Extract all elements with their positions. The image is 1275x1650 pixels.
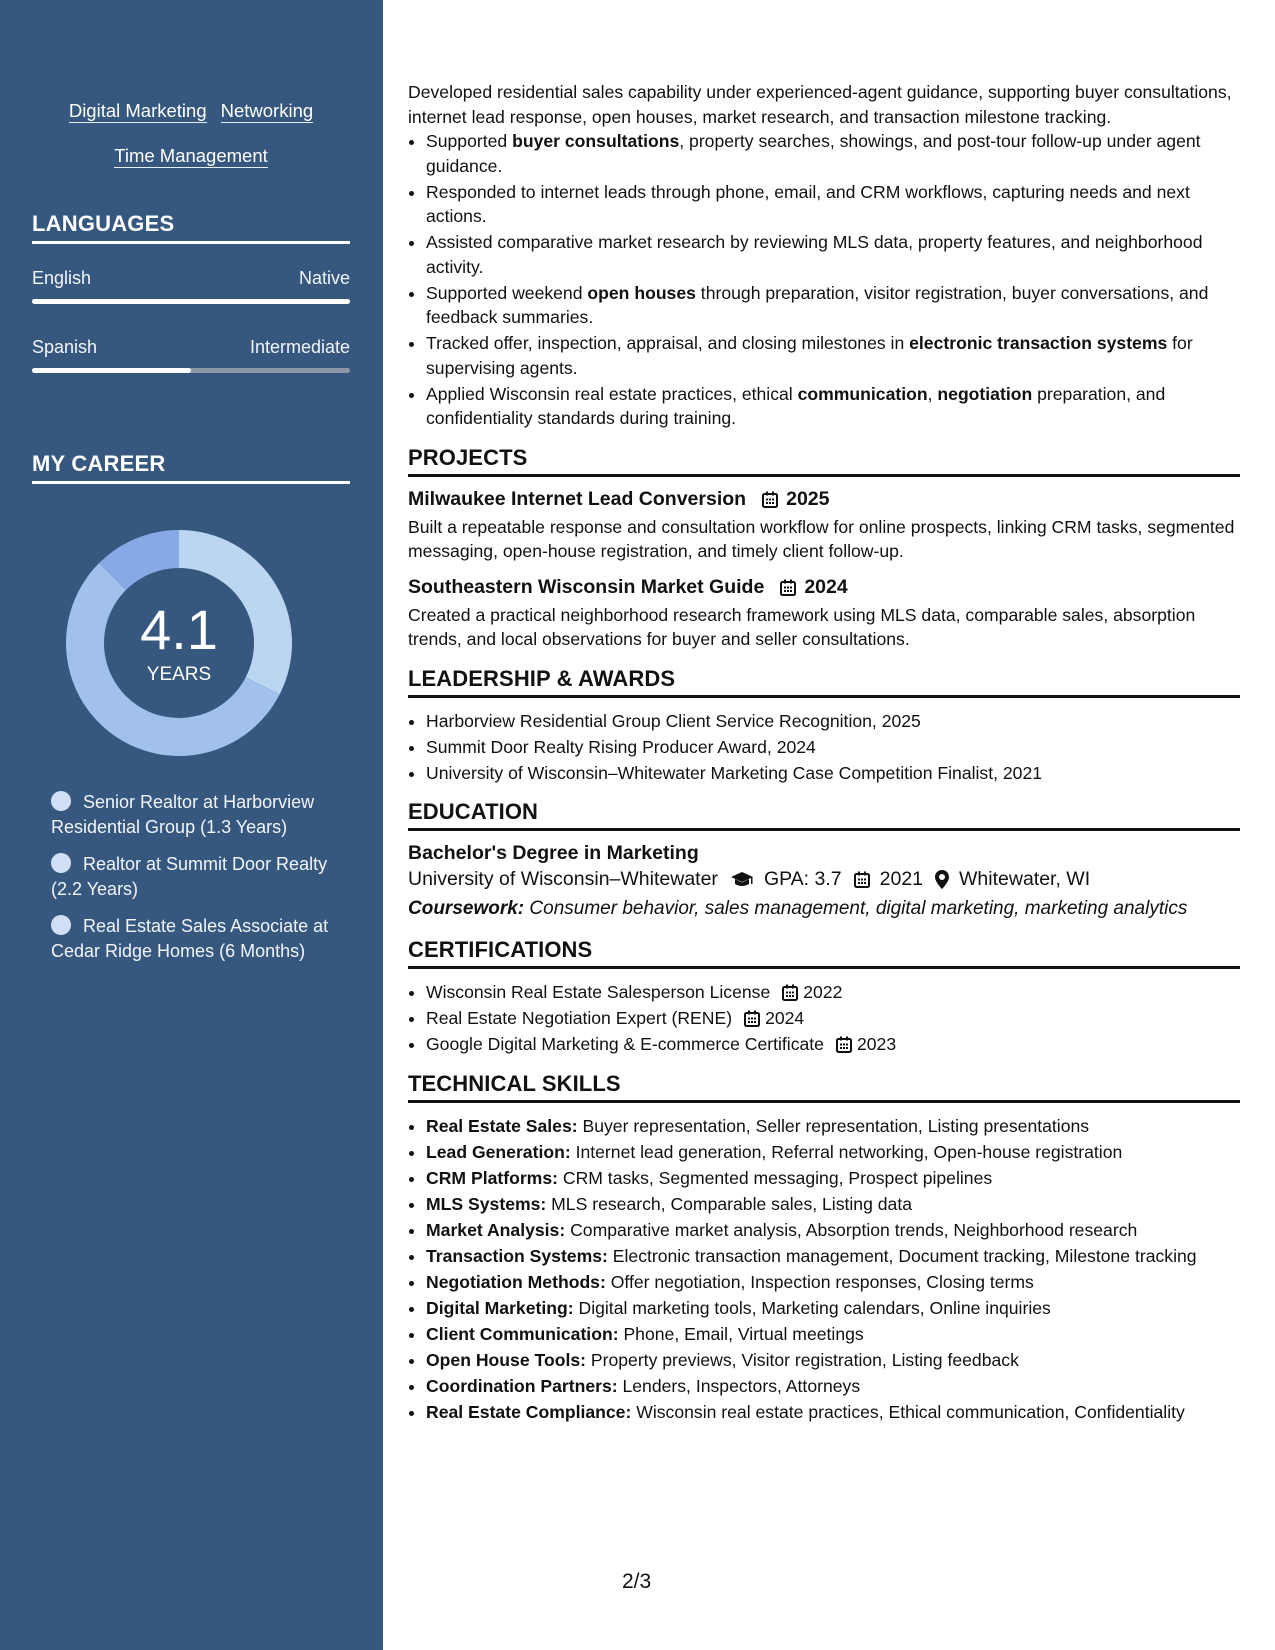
project-name: Milwaukee Internet Lead Conversion xyxy=(408,487,747,510)
experience-intro: Developed residential sales capability under experienced-agent guidance, supporting buyer consultations, internet lead response, open houses, market research, and transaction milestone tracking. xyxy=(408,82,1232,127)
technical-skill-label: CRM Platforms: xyxy=(426,1167,558,1188)
bullet-dot-icon xyxy=(51,853,71,873)
skill-tag: Digital Marketing xyxy=(68,100,207,121)
career-total-years: 4.1 xyxy=(140,598,218,661)
technical-skill-label: Client Communication: xyxy=(426,1323,619,1344)
technical-skill-label: Digital Marketing: xyxy=(426,1297,574,1318)
certification-year: 2023 xyxy=(856,1034,897,1054)
education-location: Whitewater, WI xyxy=(959,868,1091,890)
career-item-text: Real Estate Sales Associate at Cedar Ridge Homes (6 Months) xyxy=(51,916,329,961)
technical-skill-text: Electronic transaction management, Document tracking, Milestone tracking xyxy=(607,1245,1197,1266)
skill-tags xyxy=(32,88,350,178)
technical-skill-label: Market Analysis: xyxy=(426,1219,566,1240)
coursework-label: Coursework: xyxy=(408,898,525,919)
technical-skill-item xyxy=(426,1348,1240,1373)
career-item xyxy=(51,914,341,963)
career-item-text: Realtor at Summit Door Realty (2.2 Years) xyxy=(51,854,328,899)
experience-bullet: • Supported weekend open houses through preparation, visitor registration, buyer conversations, and feedback summaries. xyxy=(426,281,1240,330)
technical-skill-item xyxy=(426,1192,1240,1217)
technical-skill-label: Real Estate Compliance: xyxy=(426,1401,632,1422)
technical-skill-item xyxy=(426,1244,1240,1269)
technical-skill-label: Negotiation Methods: xyxy=(426,1271,606,1292)
skill-tag: Networking xyxy=(220,100,314,121)
technical-skill-item xyxy=(426,1140,1240,1165)
projects-heading: PROJECTS xyxy=(408,445,1240,477)
main-content xyxy=(408,80,1240,1426)
technical-skill-text: Internet lead generation, Referral networking, Open-house registration xyxy=(570,1141,1123,1162)
technical-skill-label: Open House Tools: xyxy=(426,1349,586,1370)
calendar-icon xyxy=(782,984,798,1001)
technical-skill-label: Transaction Systems: xyxy=(426,1245,608,1266)
certification-item xyxy=(426,980,1240,1005)
education-heading: EDUCATION xyxy=(408,799,1240,831)
project-year-text: 2024 xyxy=(804,575,848,598)
technical-skill-item xyxy=(426,1296,1240,1321)
experience-bullet: • Assisted comparative market research by reviewing MLS data, property features, and neighborhood activity. xyxy=(426,230,1240,279)
award-item: • Harborview Residential Group Client Service Recognition, 2025 xyxy=(426,709,1240,734)
experience-bullet: • Tracked offer, inspection, appraisal, and closing milestones in electronic transaction systems for supervising agents. xyxy=(426,331,1240,380)
certification-year: 2022 xyxy=(803,982,843,1002)
technical-skill-text: CRM tasks, Segmented messaging, Prospect pipelines xyxy=(557,1167,993,1188)
project-title xyxy=(408,488,1240,511)
calendar-icon xyxy=(854,871,870,888)
project-year xyxy=(774,576,847,599)
language-name: English xyxy=(32,268,92,288)
experience-bullet: • Supported buyer consultations, property searches, showings, and post-tour follow-up under agent guidance. xyxy=(426,129,1240,178)
career-item-text: Senior Realtor at Harborview Residential Group (1.3 Years) xyxy=(51,792,315,837)
calendar-icon xyxy=(762,491,778,508)
language-level: Intermediate xyxy=(249,337,350,357)
career-donut-chart xyxy=(66,530,292,756)
technical-skill-item xyxy=(426,1374,1240,1399)
graduation-cap-icon xyxy=(730,871,754,889)
certifications-list xyxy=(408,980,1240,1057)
calendar-icon xyxy=(836,1036,852,1053)
bullet-dot-icon xyxy=(51,791,71,811)
technical-skill-text: Buyer representation, Seller representation, Listing presentations xyxy=(577,1115,1090,1136)
technical-skill-item xyxy=(426,1270,1240,1295)
education-coursework xyxy=(408,894,1240,923)
experience-bullet: • Responded to internet leads through phone, email, and CRM workflows, capturing needs and next actions. xyxy=(426,180,1240,229)
technical-skill-item xyxy=(426,1166,1240,1191)
technical-skill-text: Offer negotiation, Inspection responses, Closing terms xyxy=(605,1271,1034,1292)
career-item xyxy=(51,790,341,839)
project-description: Created a practical neighborhood research framework using MLS data, comparable sales, absorption trends, and local observations for buyer and seller consultations. xyxy=(408,604,1196,649)
technical-skill-item xyxy=(426,1322,1240,1347)
technical-skill-label: MLS Systems: xyxy=(426,1193,547,1214)
certification-name: • Real Estate Negotiation Expert (RENE) xyxy=(426,1008,733,1028)
education-school: University of Wisconsin–Whitewater xyxy=(408,868,718,890)
technical-skill-text: Lenders, Inspectors, Attorneys xyxy=(617,1375,861,1396)
calendar-icon xyxy=(780,579,796,596)
language-level: Native xyxy=(298,268,350,288)
career-total-unit: YEARS xyxy=(146,664,212,685)
calendar-icon xyxy=(744,1010,760,1027)
project-year xyxy=(756,488,829,511)
map-pin-icon xyxy=(935,870,949,889)
technical-skill-label: Lead Generation: xyxy=(426,1141,571,1162)
technical-skill-label: Coordination Partners: xyxy=(426,1375,618,1396)
technical-skill-text: Digital marketing tools, Marketing calendars, Online inquiries xyxy=(573,1297,1051,1318)
technical-skill-text: Wisconsin real estate practices, Ethical communication, Confidentiality xyxy=(631,1401,1185,1422)
page-number: 2/3 xyxy=(622,1570,652,1593)
certification-item xyxy=(426,1032,1240,1057)
project-title xyxy=(408,576,1240,599)
career-item xyxy=(51,852,341,901)
technical-skill-item xyxy=(426,1400,1240,1425)
project-description: Built a repeatable response and consultation workflow for online prospects, linking CRM tasks, segmented messaging, open-house registration, and timely client follow-up. xyxy=(408,516,1235,561)
award-item: • Summit Door Realty Rising Producer Award, 2024 xyxy=(426,735,1240,760)
certifications-heading: CERTIFICATIONS xyxy=(408,937,1240,969)
technical-skill-text: MLS research, Comparable sales, Listing data xyxy=(546,1193,913,1214)
experience-bullets xyxy=(408,129,1240,431)
technical-skill-text: Property previews, Visitor registration, Listing feedback xyxy=(585,1349,1019,1370)
education-gpa: GPA: 3.7 xyxy=(763,868,842,890)
language-bar xyxy=(32,299,350,304)
career-list xyxy=(51,790,341,976)
certification-item xyxy=(426,1006,1240,1031)
technical-skill-item xyxy=(426,1218,1240,1243)
language-bar xyxy=(32,368,350,373)
bullet-dot-icon xyxy=(51,915,71,935)
technical-skills-list xyxy=(408,1114,1240,1425)
career-heading: MY CAREER xyxy=(32,451,350,484)
certification-name: • Google Digital Marketing & E-commerce Certificate xyxy=(426,1034,824,1054)
project-year-text: 2025 xyxy=(786,487,830,510)
languages-heading: LANGUAGES xyxy=(32,211,350,244)
education-degree: Bachelor's Degree in Marketing xyxy=(408,842,699,864)
technical-skill-item xyxy=(426,1114,1240,1139)
certification-name: • Wisconsin Real Estate Salesperson License xyxy=(426,982,771,1002)
award-item: • University of Wisconsin–Whitewater Marketing Case Competition Finalist, 2021 xyxy=(426,761,1240,786)
project-name: Southeastern Wisconsin Market Guide xyxy=(408,575,765,598)
certification-year: 2024 xyxy=(765,1008,805,1028)
education-details xyxy=(408,865,1240,894)
awards-list xyxy=(408,709,1240,786)
language-bar-fill xyxy=(32,368,191,373)
technical-skill-text: Phone, Email, Virtual meetings xyxy=(618,1323,864,1344)
sidebar xyxy=(0,0,383,1650)
coursework-text: Consumer behavior, sales management, digital marketing, marketing analytics xyxy=(524,898,1188,919)
technical-skill-text: Comparative market analysis, Absorption trends, Neighborhood research xyxy=(565,1219,1138,1240)
technical-skills-heading: TECHNICAL SKILLS xyxy=(408,1071,1240,1103)
skill-tag: Time Management xyxy=(114,145,268,166)
language-bar-fill xyxy=(32,299,350,304)
education-year: 2021 xyxy=(879,868,924,890)
technical-skill-label: Real Estate Sales: xyxy=(426,1115,578,1136)
awards-heading: LEADERSHIP & AWARDS xyxy=(408,666,1240,698)
language-name: Spanish xyxy=(32,337,98,357)
experience-bullet: • Applied Wisconsin real estate practices, ethical communication, negotiation preparation, and confidentiality standards during training. xyxy=(426,382,1240,431)
